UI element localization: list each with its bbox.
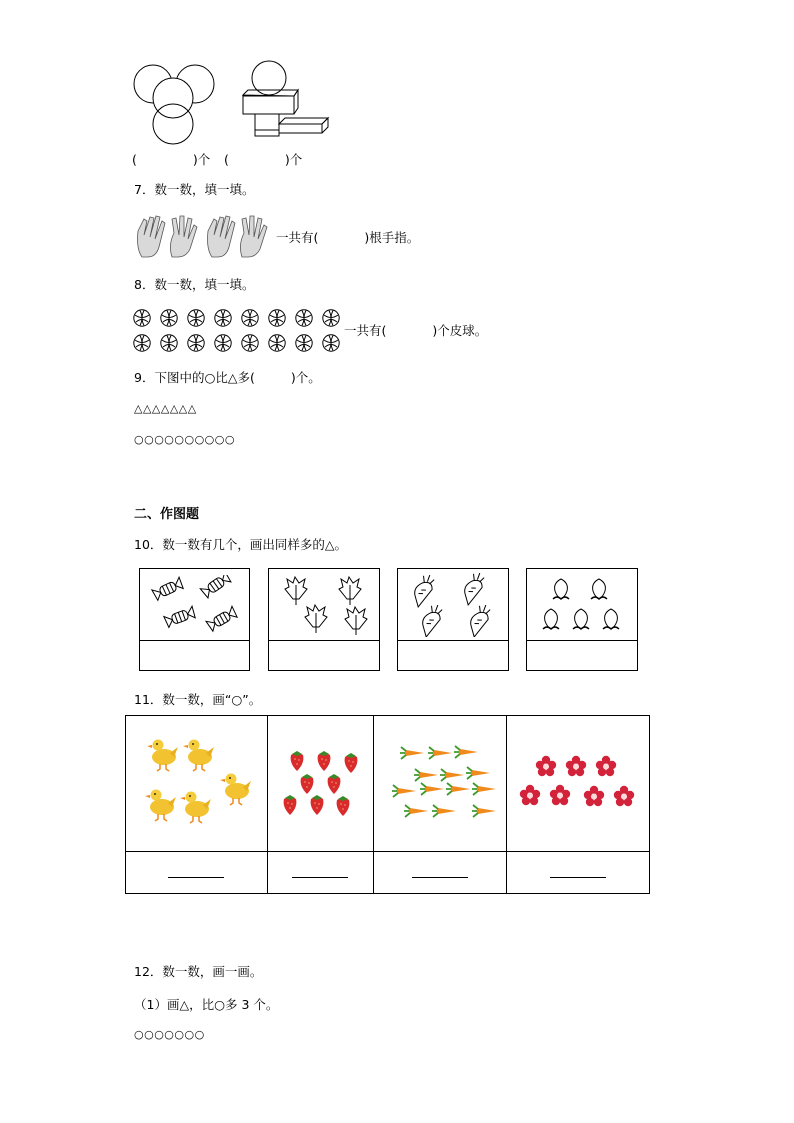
peach-icons [541, 575, 625, 635]
q7-text-after: )根手指。 [364, 230, 420, 245]
q11-answer-cell-3[interactable] [373, 852, 507, 894]
section-title-drawing: 二、作图题 [134, 507, 200, 522]
q11-answer-line-4 [550, 865, 606, 878]
q11-answer-line-3 [412, 865, 468, 878]
q7-prompt: 7．数一数，填一填。 [134, 182, 255, 197]
q11-answer-cell-1[interactable] [126, 852, 268, 894]
q11-table [125, 715, 650, 894]
q6-circles-figure [133, 62, 217, 146]
q11-answer-cell-2[interactable] [267, 852, 373, 894]
q6-unit-2: )个 [284, 152, 303, 167]
q12-prompt: 12．数一数，画一画。 [134, 964, 263, 979]
q9-prompt-before: 9．下图中的○比△多( [134, 370, 255, 385]
hands-image [134, 213, 276, 261]
radish-icons [406, 573, 502, 637]
q6-paren-left-2: ( [224, 152, 229, 167]
strawberries-cell [267, 716, 373, 852]
q6-unit-1: )个 [192, 152, 211, 167]
flower-icons [507, 717, 647, 851]
q10-prompt: 10．数一数有几个，画出同样多的△。 [134, 537, 348, 552]
q6-blocks-figure [238, 60, 332, 144]
ducks-cell [126, 716, 268, 852]
leaf-icons [279, 575, 371, 637]
q10-answer-area-1[interactable] [140, 641, 249, 670]
balls-image [133, 308, 345, 354]
q12-circles-row: ○○○○○○○ [134, 1028, 205, 1041]
q9-prompt-after: )个。 [290, 370, 321, 385]
carrots-cell [373, 716, 507, 852]
candy-icons [150, 575, 240, 635]
q11-prompt: 11．数一数，画“○”。 [134, 692, 262, 707]
q12-sub1-prompt: （1）画△，比○多 3 个。 [134, 997, 279, 1012]
q10-answer-area-3[interactable] [398, 641, 508, 670]
q10-box-peaches [526, 568, 638, 671]
q10-box-candies [139, 568, 250, 671]
q10-answer-area-2[interactable] [269, 641, 379, 670]
q9-circles-row: ○○○○○○○○○○ [134, 433, 235, 446]
q6-paren-left-1: ( [132, 152, 137, 167]
q7-text-before: 一共有( [276, 230, 319, 245]
q11-answer-cell-4[interactable] [507, 852, 650, 894]
q10-box-radishes [397, 568, 509, 671]
flowers-cell [507, 716, 650, 852]
q9-triangles-row: △△△△△△△ [134, 402, 197, 415]
q8-text-before: 一共有( [344, 323, 387, 338]
q10-box-leaves [268, 568, 380, 671]
q11-answer-line-2 [292, 865, 348, 878]
q8-prompt: 8．数一数，填一填。 [134, 277, 255, 292]
duck-icons [126, 717, 266, 851]
strawberry-icons [268, 717, 372, 851]
q11-answer-line-1 [168, 865, 224, 878]
q8-text-after: )个皮球。 [432, 323, 488, 338]
carrot-icons [374, 717, 506, 851]
q10-answer-area-4[interactable] [527, 641, 637, 670]
